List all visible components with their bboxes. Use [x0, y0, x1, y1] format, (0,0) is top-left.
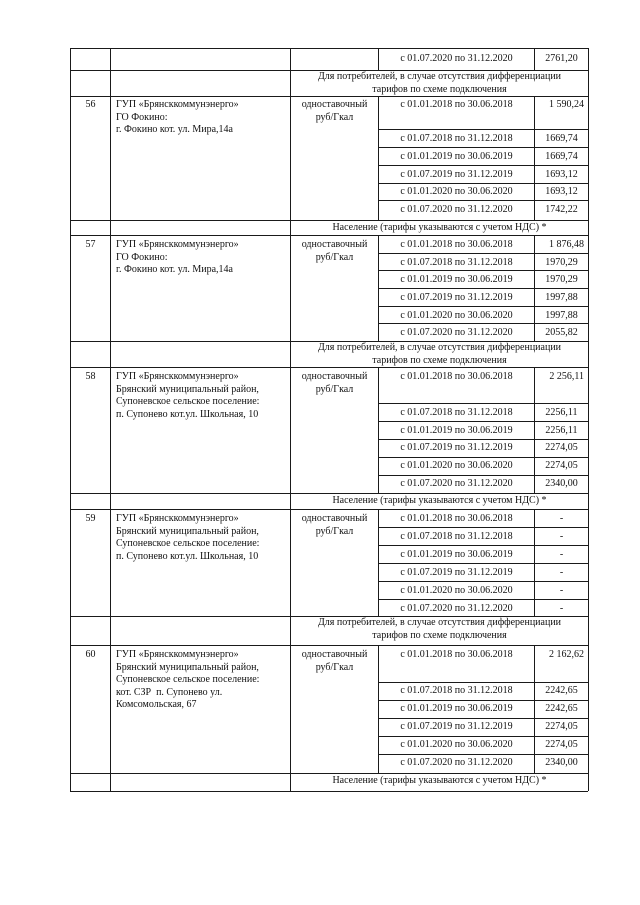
row-border: [378, 545, 588, 546]
col-border: [110, 341, 111, 493]
organization-cell: ГУП «Брянсккоммунэнерго» Брянский муниципальный район, Супоневское сельское поселение: кот. СЗР п. Супонево ул. Комсомольская, 67: [116, 649, 260, 710]
period-cell: с 01.01.2018 по 30.06.2018: [400, 371, 513, 382]
section-heading-consumers: Для потребителей, в случае отсутствия дифференциации тарифов по схеме подключения: [317, 617, 562, 641]
col-border: [588, 341, 589, 493]
period-cell: с 01.01.2018 по 30.06.2018: [400, 649, 513, 660]
tariff-value-cell: 1 876,48: [549, 239, 584, 250]
row-number: 59: [85, 513, 96, 524]
tariff-value-cell: 1997,88: [545, 292, 578, 303]
tariff-kind-cell: одноставочный руб/Гкал: [301, 513, 368, 537]
tariff-value-cell: 2256,11: [545, 407, 578, 418]
col-border: [70, 616, 71, 791]
tariff-value-cell: 2761,20: [545, 53, 578, 64]
tariff-value-cell: -: [559, 585, 564, 596]
period-cell: с 01.01.2019 по 30.06.2019: [400, 703, 513, 714]
tariff-value-cell: 1669,74: [545, 133, 578, 144]
col-border: [110, 70, 111, 220]
period-cell: с 01.01.2018 по 30.06.2018: [400, 513, 513, 524]
row-border: [378, 288, 588, 289]
col-border: [588, 70, 589, 220]
tariff-value-cell: 2274,05: [545, 460, 578, 471]
row-border: [378, 323, 588, 324]
period-cell: с 01.07.2019 по 31.12.2019: [400, 169, 513, 180]
period-cell: с 01.07.2019 по 31.12.2019: [400, 567, 513, 578]
row-border: [378, 403, 588, 404]
period-cell: с 01.01.2019 по 30.06.2019: [400, 549, 513, 560]
tariff-value-cell: 2274,05: [545, 739, 578, 750]
tariff-value-cell: 2274,05: [545, 721, 578, 732]
col-border: [290, 493, 291, 616]
row-border: [70, 96, 588, 97]
period-cell: с 01.01.2019 по 30.06.2019: [400, 274, 513, 285]
row-border: [70, 367, 588, 368]
period-cell: с 01.01.2020 по 30.06.2020: [400, 739, 513, 750]
tariff-value-cell: 2242,65: [545, 703, 578, 714]
period-cell: с 01.01.2020 по 30.06.2020: [400, 310, 513, 321]
tariff-value-cell: 2340,00: [545, 757, 578, 768]
col-border: [110, 220, 111, 341]
row-border: [378, 200, 588, 201]
tariff-value-cell: -: [559, 513, 564, 524]
row-border: [378, 563, 588, 564]
tariff-kind-cell: одноставочный руб/Гкал: [301, 99, 368, 123]
col-border: [588, 220, 589, 341]
tariff-value-cell: 1742,22: [545, 204, 578, 215]
row-border: [378, 147, 588, 148]
period-cell: с 01.07.2020 по 31.12.2020: [400, 53, 513, 64]
tariff-value-cell: 1693,12: [545, 169, 578, 180]
row-border: [378, 439, 588, 440]
row-border: [378, 682, 588, 683]
row-number: 60: [85, 649, 96, 660]
tariff-value-cell: 1669,74: [545, 151, 578, 162]
row-border: [70, 220, 588, 221]
row-number: 57: [85, 239, 96, 250]
tariff-value-cell: 1693,12: [545, 186, 578, 197]
row-border: [70, 773, 588, 774]
section-heading-population: Население (тарифы указываются с учетом НДС) *: [332, 775, 547, 786]
tariff-value-cell: 2 162,62: [549, 649, 584, 660]
organization-cell: ГУП «Брянсккоммунэнерго» ГО Фокино: г. Фокино кот. ул. Мира,14а: [116, 239, 239, 275]
period-cell: с 01.07.2020 по 31.12.2020: [400, 757, 513, 768]
col-border: [588, 48, 589, 70]
row-border: [70, 509, 588, 510]
col-border: [588, 616, 589, 791]
tariff-value-cell: 1970,29: [545, 274, 578, 285]
tariff-value-cell: -: [559, 549, 564, 560]
period-cell: с 01.01.2019 по 30.06.2019: [400, 151, 513, 162]
table-bottom-border: [70, 791, 588, 792]
row-border: [378, 475, 588, 476]
organization-cell: ГУП «Брянсккоммунэнерго» Брянский муниципальный район, Супоневское сельское поселение: п. Супонево кот.ул. Школьная, 10: [116, 371, 260, 420]
tariff-value-cell: 1997,88: [545, 310, 578, 321]
tariff-value-cell: 2274,05: [545, 442, 578, 453]
organization-cell: ГУП «Брянсккоммунэнерго» ГО Фокино: г. Фокино кот. ул. Мира,14а: [116, 99, 239, 135]
period-cell: с 01.07.2019 по 31.12.2019: [400, 721, 513, 732]
row-border: [378, 754, 588, 755]
period-cell: с 01.01.2019 по 30.06.2019: [400, 425, 513, 436]
tariff-kind-cell: одноставочный руб/Гкал: [301, 239, 368, 263]
tariff-value-cell: -: [559, 603, 564, 614]
period-cell: с 01.07.2018 по 31.12.2018: [400, 257, 513, 268]
col-border: [110, 493, 111, 616]
row-border: [378, 527, 588, 528]
row-border: [378, 129, 588, 130]
table-top-border: [70, 48, 588, 49]
organization-cell: ГУП «Брянсккоммунэнерго» Брянский муниципальный район, Супоневское сельское поселение: п. Супонево кот.ул. Школьная, 10: [116, 513, 260, 562]
col-border: [110, 48, 111, 70]
period-cell: с 01.07.2019 по 31.12.2019: [400, 442, 513, 453]
tariff-value-cell: 2242,65: [545, 685, 578, 696]
period-cell: с 01.07.2020 по 31.12.2020: [400, 204, 513, 215]
section-heading-consumers: Для потребителей, в случае отсутствия дифференциации тарифов по схеме подключения: [317, 71, 562, 95]
tariff-kind-cell: одноставочный руб/Гкал: [301, 371, 368, 395]
section-heading-consumers: Для потребителей, в случае отсутствия дифференциации тарифов по схеме подключения: [317, 342, 562, 366]
row-border: [378, 421, 588, 422]
row-number: 58: [85, 371, 96, 382]
row-border: [378, 581, 588, 582]
col-border: [290, 48, 291, 70]
tariff-value-cell: 2256,11: [545, 425, 578, 436]
period-cell: с 01.07.2018 по 31.12.2018: [400, 685, 513, 696]
period-cell: с 01.07.2019 по 31.12.2019: [400, 292, 513, 303]
tariff-value-cell: 1970,29: [545, 257, 578, 268]
row-border: [378, 736, 588, 737]
period-cell: с 01.01.2020 по 30.06.2020: [400, 460, 513, 471]
tariff-kind-cell: одноставочный руб/Гкал: [301, 649, 368, 673]
row-border: [378, 718, 588, 719]
row-border: [378, 700, 588, 701]
col-border: [70, 493, 71, 616]
col-border: [70, 341, 71, 493]
row-border: [378, 457, 588, 458]
section-heading-population: Население (тарифы указываются с учетом НДС) *: [332, 222, 547, 233]
col-border: [290, 616, 291, 791]
period-cell: с 01.07.2018 по 31.12.2018: [400, 133, 513, 144]
period-cell: с 01.01.2020 по 30.06.2020: [400, 585, 513, 596]
row-border: [70, 645, 588, 646]
tariff-value-cell: -: [559, 531, 564, 542]
tariff-value-cell: 2340,00: [545, 478, 578, 489]
row-border: [378, 306, 588, 307]
col-border: [70, 48, 71, 70]
col-border: [70, 70, 71, 220]
period-cell: с 01.07.2020 по 31.12.2020: [400, 478, 513, 489]
tariff-value-cell: 2055,82: [545, 327, 578, 338]
tariff-value-cell: -: [559, 567, 564, 578]
period-cell: с 01.01.2018 по 30.06.2018: [400, 239, 513, 250]
section-heading-population: Население (тарифы указываются с учетом НДС) *: [332, 495, 547, 506]
period-cell: с 01.07.2020 по 31.12.2020: [400, 327, 513, 338]
row-border: [70, 493, 588, 494]
row-number: 56: [85, 99, 96, 110]
tariff-value-cell: 2 256,11: [549, 371, 584, 382]
tariff-value-cell: 1 590,24: [549, 99, 584, 110]
row-border: [378, 599, 588, 600]
period-cell: с 01.01.2018 по 30.06.2018: [400, 99, 513, 110]
row-border: [378, 270, 588, 271]
col-border: [110, 616, 111, 791]
period-cell: с 01.07.2020 по 31.12.2020: [400, 603, 513, 614]
period-cell: с 01.07.2018 по 31.12.2018: [400, 531, 513, 542]
row-border: [378, 165, 588, 166]
row-border: [378, 253, 588, 254]
period-cell: с 01.07.2018 по 31.12.2018: [400, 407, 513, 418]
period-cell: с 01.01.2020 по 30.06.2020: [400, 186, 513, 197]
row-border: [378, 183, 588, 184]
row-border: [70, 235, 588, 236]
col-border: [588, 493, 589, 616]
